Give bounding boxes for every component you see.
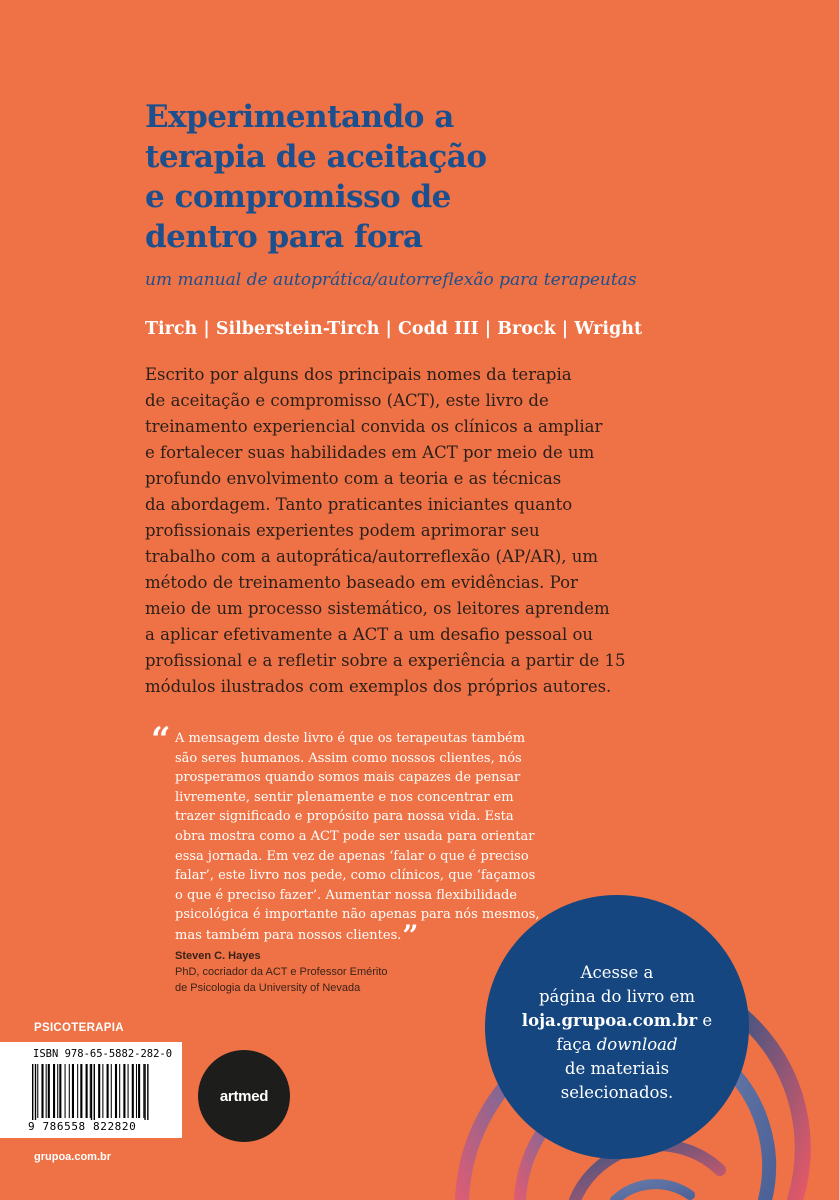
barcode-bar <box>107 1064 109 1118</box>
title-line: Experimentando a <box>145 99 454 135</box>
promo-line: selecionados. <box>560 1083 674 1102</box>
description-line: profundo envolvimento com a teoria e as técnicas <box>145 469 562 488</box>
description-line: trabalho com a autoprática/autorreflexão (AP/AR), um <box>145 547 599 566</box>
quote-line: A mensagem deste livro é que os terapeutas também <box>175 731 526 746</box>
barcode-guard-bar <box>147 1064 148 1120</box>
description-line: da abordagem. Tanto praticantes iniciantes quanto <box>145 495 573 514</box>
isbn-label: ISBN 978-65-5882-282-0 <box>33 1048 173 1060</box>
open-quote-mark: “ <box>151 720 171 760</box>
description-line: método de treinamento baseado em evidências. Por <box>145 573 578 592</box>
barcode-bar <box>132 1064 134 1118</box>
barcode-bar <box>111 1064 112 1118</box>
barcode-bar <box>128 1064 129 1118</box>
barcode-bar <box>65 1064 66 1118</box>
title-line: dentro para fora <box>145 219 423 255</box>
barcode-bar <box>72 1064 74 1118</box>
barcode-bars <box>30 1064 176 1120</box>
description-line: Escrito por alguns dos principais nomes da terapia <box>145 365 572 384</box>
description-line: treinamento experiencial convida os clínicos a ampliar <box>145 417 603 436</box>
promo-line-download <box>485 1033 749 1057</box>
barcode-bar <box>77 1064 78 1118</box>
book-subtitle: um manual de autoprática/autorreflexão para terapeutas <box>145 270 637 290</box>
artmed-logo <box>198 1050 290 1142</box>
promo-line: e <box>697 1011 713 1030</box>
arc-small <box>615 1184 690 1200</box>
barcode-bar <box>59 1064 61 1118</box>
barcode-bar <box>102 1064 103 1118</box>
barcode-guard-bar <box>94 1064 95 1120</box>
barcode-bar <box>57 1064 58 1118</box>
promo-line-link <box>485 1009 749 1033</box>
promo-circle[interactable] <box>485 895 749 1159</box>
store-link[interactable]: loja.grupoa.com.br <box>521 1011 698 1030</box>
barcode-guard-bar <box>91 1064 92 1120</box>
close-quote-mark: ” <box>402 918 419 952</box>
description-line: profissionais experientes podem aprimorar seu <box>145 521 540 540</box>
barcode-bar <box>123 1064 125 1118</box>
promo-line: de materiais <box>564 1059 670 1078</box>
barcode-bar <box>80 1064 82 1118</box>
description-line: a aplicar efetivamente a ACT a um desafio pessoal ou <box>145 625 594 644</box>
quote-line: são seres humanos. Assim como nossos clientes, nós <box>175 750 522 766</box>
promo-line: página do livro em <box>538 987 696 1006</box>
description-line: profissional e a refletir sobre a experiência a partir de 15 <box>145 651 626 670</box>
author-list: Tirch | Silberstein-Tirch | Codd III | Brock | Wright <box>145 319 643 339</box>
title-line: terapia de aceitação <box>145 139 487 175</box>
quote-line: essa jornada. Em vez de apenas ‘falar o que é preciso <box>175 848 529 864</box>
barcode-bar <box>86 1064 88 1118</box>
quote-line: psicológica é importante não apenas para nós mesmos, <box>175 907 540 923</box>
website-link[interactable]: grupoa.com.br <box>34 1151 112 1163</box>
barcode-bar <box>69 1064 70 1118</box>
barcode-bar <box>48 1064 50 1118</box>
promo-text <box>485 961 749 1105</box>
barcode-guard-bar <box>144 1064 145 1120</box>
barcode-bar <box>136 1064 137 1118</box>
quote-line: prosperamos quando somos mais capazes de pensar <box>175 770 521 786</box>
promo-line: Acesse a <box>580 963 654 982</box>
quote-line: obra mostra como a ACT pode ser usada para orientar <box>175 828 535 844</box>
quote-author-title: PhD, cocriador da ACT e Professor Emérito <box>175 966 388 978</box>
barcode-digits: 9 786558 822820 <box>28 1120 137 1133</box>
barcode-bar <box>37 1064 38 1118</box>
quote-line: mas também para nossos clientes. <box>175 927 402 943</box>
description-line: e fortalecer suas habilidades em ACT por meio de um <box>145 443 595 462</box>
barcode-bar <box>53 1064 55 1118</box>
description-line: meio de um processo sistemático, os leitores aprendem <box>145 599 610 618</box>
barcode-bar <box>90 1064 91 1118</box>
barcode-bar <box>41 1064 43 1118</box>
promo-line: faça <box>556 1035 597 1054</box>
quote-line: livremente, sentir plenamente e nos concentrar em <box>175 789 514 805</box>
barcode-guard-bar <box>32 1064 33 1120</box>
barcode-bar <box>46 1064 47 1118</box>
isbn-barcode <box>0 1042 182 1138</box>
quote-author-title: de Psicologia da University of Nevada <box>175 982 361 994</box>
description-line: de aceitação e compromisso (ACT), este livro de <box>145 391 549 410</box>
promo-download-word: download <box>596 1035 678 1054</box>
quote-line: trazer significado e propósito para nossa vida. Esta <box>175 809 514 825</box>
description-line: módulos ilustrados com exemplos dos próprios autores. <box>145 677 612 696</box>
logo-text: artmed <box>219 1087 269 1105</box>
title-line: e compromisso de <box>145 179 451 215</box>
barcode-bar <box>98 1064 100 1118</box>
barcode-bar <box>115 1064 117 1118</box>
quote-author-name: Steven C. Hayes <box>175 950 261 962</box>
quote-line: falar’, este livro nos pede, como clínicos, que ‘façamos <box>175 868 536 884</box>
barcode-bar <box>138 1064 140 1118</box>
barcode-bar <box>119 1064 120 1118</box>
barcode-guard-bar <box>35 1064 36 1120</box>
category-label: PSICOTERAPIA <box>34 1022 124 1034</box>
quote-line: o que é preciso fazer’. Aumentar nossa flexibilidade <box>175 887 517 903</box>
barcode-bar <box>143 1064 144 1118</box>
